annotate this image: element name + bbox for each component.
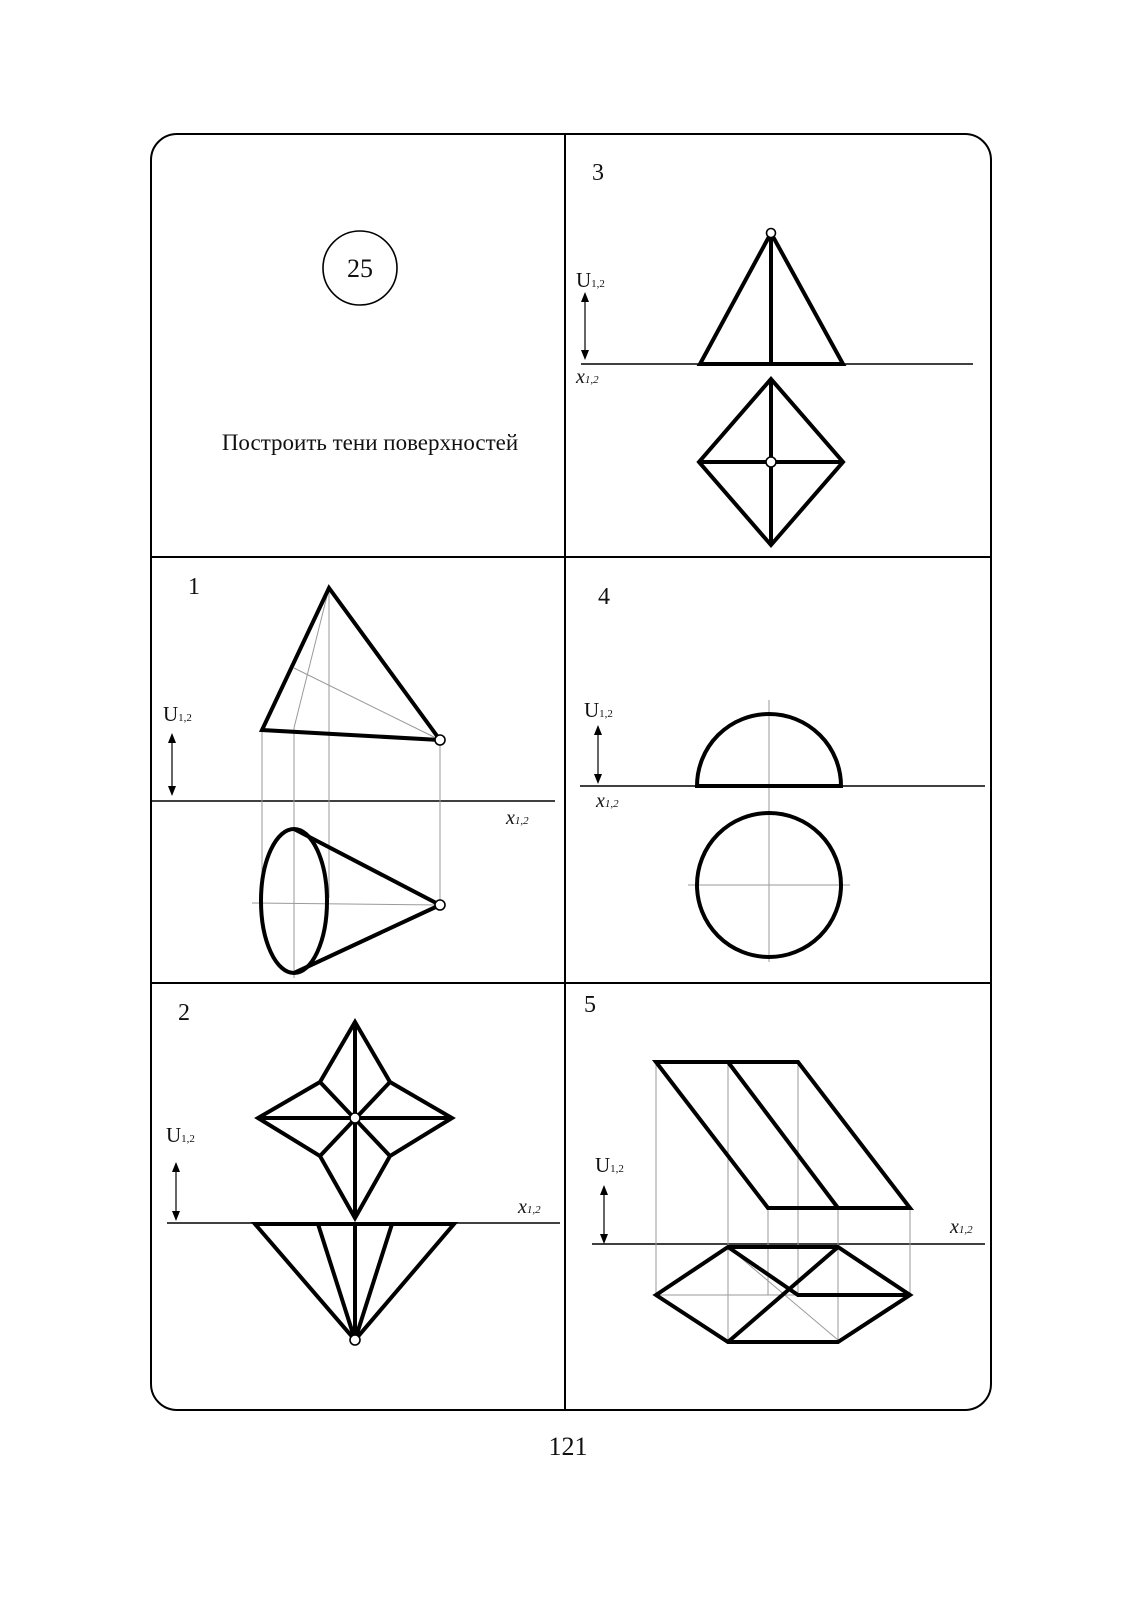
panel-2 xyxy=(166,1000,560,1345)
cone-front-view xyxy=(262,588,445,745)
apex-point xyxy=(767,229,776,238)
problem-number: 25 xyxy=(347,254,373,283)
panel-5 xyxy=(584,992,985,1342)
pyramid-front-view xyxy=(700,229,843,365)
u-label: U1,2 xyxy=(576,268,605,292)
panel-3 xyxy=(575,160,973,545)
panel-4 xyxy=(580,584,985,962)
u-arrow xyxy=(600,1185,608,1244)
u-label: U1,2 xyxy=(163,702,192,726)
apex-point xyxy=(766,457,776,467)
u-arrow xyxy=(581,292,589,360)
u-label: U1,2 xyxy=(595,1153,624,1177)
u-arrow xyxy=(594,725,602,784)
pyramid-top-view xyxy=(699,379,843,545)
panel-label: 1 xyxy=(188,574,200,600)
cone-top-view xyxy=(261,829,445,973)
u-label: U1,2 xyxy=(166,1123,195,1147)
apex-point xyxy=(350,1113,360,1123)
u-arrow xyxy=(168,733,176,796)
panel-label: 3 xyxy=(592,160,604,186)
panel-label: 4 xyxy=(598,584,610,610)
panel-label: 2 xyxy=(178,1000,190,1026)
u-arrow xyxy=(172,1162,180,1221)
x-axis-label: x1,2 xyxy=(576,366,599,388)
x-axis-label: x1,2 xyxy=(506,807,529,829)
x-axis-label: x1,2 xyxy=(596,790,619,812)
x-axis-label: x1,2 xyxy=(518,1196,541,1218)
panel-label: 5 xyxy=(584,992,596,1018)
u-label: U1,2 xyxy=(584,698,613,722)
projection-lines xyxy=(656,1062,910,1340)
header-cell xyxy=(222,231,518,455)
apex-point xyxy=(435,900,445,910)
sheet-frame xyxy=(151,134,991,1410)
panel-1 xyxy=(152,574,555,978)
star-top-view xyxy=(258,1022,452,1218)
task-text: Построить тени поверхностей xyxy=(221,430,519,455)
apex-point xyxy=(350,1335,360,1345)
star-front-view xyxy=(255,1224,454,1345)
page-number: 121 xyxy=(548,1432,588,1461)
x-axis-label: x1,2 xyxy=(950,1216,973,1238)
apex-point xyxy=(435,735,445,745)
prism-front-view xyxy=(656,1062,910,1208)
